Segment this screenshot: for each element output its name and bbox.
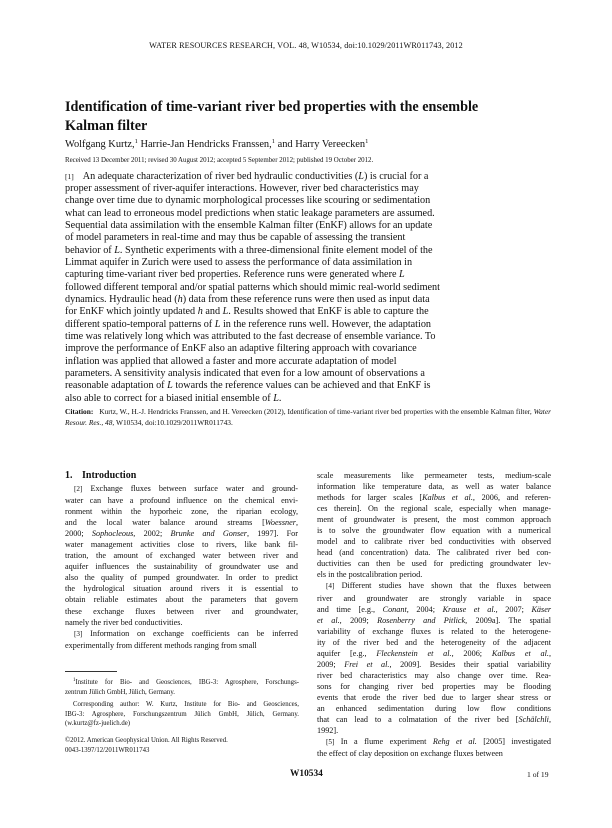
body-text-line: the hydrological situation around rivers it is essential to — [65, 584, 298, 594]
abstract-line: Sequential data assimilation with the ensemble Kalman filter (EnKF) allows for an update — [65, 219, 433, 231]
affiliation-mark: 1 — [73, 678, 76, 683]
author-name: Wolfgang Kurtz, — [65, 139, 135, 150]
body-text-line: the effect of clay deposition on exchange fluxes between — [317, 749, 503, 759]
affiliation-footnote — [65, 676, 299, 697]
corresponding-email[interactable]: (w.kurtz@fz-juelich.de) — [65, 720, 131, 728]
body-text-line: an enhanced sedimentation during low flow conditions — [317, 703, 551, 713]
abstract-line — [65, 171, 555, 183]
body-text-line: model and to calibrate river bed conductivities with observed — [317, 537, 551, 547]
author-list — [65, 138, 368, 150]
body-text-line: ces therein]. On the regional scale, especially when manage- — [317, 504, 551, 514]
section-title: Introduction — [82, 470, 137, 481]
body-text-line: ity of the river bed and the heterogeneity of the adjacent — [317, 637, 551, 647]
publication-dates: Received 13 December 2011; revised 30 August 2012; accepted 5 September 2012; published 19 October 2012. — [65, 157, 374, 164]
abstract-line: of model parameters in real-time and may thus be capable of assessing the transient — [65, 232, 406, 244]
body-text-line: els in the postcalibration period. — [317, 570, 423, 580]
title-line-1: Identification of time-variant river bed properties with the ensemble — [65, 99, 479, 115]
left-column — [65, 470, 298, 651]
body-text-line: [3] Information on exchange coefficients can be inferred — [74, 628, 298, 638]
abstract-line: dynamics. Hydraulic head (h) data from these reference runs were then used as input data — [65, 293, 430, 305]
author-name: and Harry Vereecken — [277, 139, 366, 150]
citation-text: Kurtz, W., H.-J. Hendricks Franssen, and H. Vereecken (2012), Identification of time-variant river bed properties with the ensemble Kalman filter, — [99, 407, 534, 416]
abstract-line: parameters. A sensitivity analysis indicated that even for a low amount of observations a — [65, 368, 425, 379]
body-text-line: sons for changing river bed properties may be flooding — [317, 681, 551, 691]
abstract-line: followed different temporal and/or spatial patterns which should mimic real-world sediment — [65, 281, 440, 293]
body-text-line: scale measurements like permeameter tests, medium-scale — [317, 471, 551, 480]
citation — [65, 406, 551, 428]
footnote-divider — [65, 671, 117, 672]
body-text-line: ronment within the hyporheic zone, the riparian ecology, — [65, 507, 298, 517]
body-text-line: information like temperature data, as well as water balance — [317, 482, 551, 492]
body-text-line: aquifer [e.g., Fleckenstein et al., 2006; Kalbus et al., — [317, 648, 552, 658]
body-text-line: 2009; Frei et al., 2009]. Besides their spatial variability — [317, 659, 551, 669]
body-text-line: that can lead to a colmatation of the river bed [Schälchli, — [317, 715, 551, 725]
abstract-line: also able to correct for a biased initial ensemble of L. — [65, 392, 282, 404]
abstract-line: time was relatively long which was attributed to the fast decrease of ensemble variance. To — [65, 330, 436, 342]
abstract-line: behavior of L. Synthetic experiments with a three-dimensional finite element model of the — [65, 244, 433, 256]
copyright-notice: ©2012. American Geophysical Union. All Rights Reserved. — [65, 737, 228, 744]
body-text-line: namely the river bed conductivities. — [65, 617, 183, 627]
body-text-line: head (and concentration) data. The calibrated river bed con- — [317, 548, 551, 558]
issn-code: 0043-1397/12/2011WR011743 — [65, 746, 150, 754]
body-text-line: events that erode the river bed due to larger shear stress or — [317, 692, 551, 702]
citation-label: Citation: — [65, 407, 94, 416]
footer-page-number: 1 of 19 — [527, 770, 549, 779]
affiliation-mark: 1 — [271, 138, 275, 145]
body-text-line: methods for larger scales [Kalbus et al., 2006, and referen- — [317, 493, 551, 503]
abstract — [65, 171, 555, 406]
affiliation-mark: 1 — [365, 138, 369, 145]
corresponding-text: IBG-3: Agrosphere, Forschungszentrum Jülich GmbH, Jülich, Germany. — [65, 710, 299, 718]
body-text-line: obtain reliable estimates about the parameters that govern — [65, 595, 298, 605]
running-head: WATER RESOURCES RESEARCH, VOL. 48, W10534, doi:10.1029/2011WR011743, 2012 — [149, 41, 463, 50]
citation-journal: Water Resour. Res., 48, — [65, 407, 551, 427]
section-number: 1. — [65, 470, 73, 481]
paragraph-number: [1] — [65, 171, 74, 181]
right-column — [317, 470, 551, 759]
body-text-line: 1992]. — [317, 726, 339, 736]
affiliation-mark: 1 — [134, 138, 138, 145]
abstract-line: different spatio-temporal patterns of L in the reference runs well. However, the adaptation — [65, 318, 432, 330]
section-heading — [65, 470, 298, 482]
left-column-body — [65, 483, 298, 651]
body-text-line: ment of groundwater is present, the most common approach — [317, 515, 551, 525]
corresponding-author-footnote — [65, 700, 299, 729]
body-text-line: tration, the amount of exchanged water between river and — [65, 551, 298, 561]
abstract-text: An adequate characterization of river bed hydraulic conductivities (L) is crucial for a — [82, 170, 429, 182]
body-text-line: aquifer influences the sustainability of groundwater use and — [65, 562, 298, 572]
affiliation-text: zentrum Jülich GmbH, Jülich, Germany. — [65, 688, 175, 696]
body-text-line: river and groundwater are strongly variable in space — [317, 593, 551, 603]
abstract-line: change over time due to dynamic morphological processes like scouring or sedimentation — [65, 195, 431, 207]
author-name: Harrie-Jan Hendricks Franssen, — [140, 139, 272, 150]
footer-article-id: W10534 — [290, 769, 323, 779]
copyright-block — [65, 736, 228, 755]
body-text-line: these exchange fluxes between river and groundwater, — [65, 606, 298, 616]
body-text-line: also the quality of pumped groundwater. In order to predict — [65, 573, 298, 583]
body-text-line: and the local water balance around streams [Woessner, — [65, 518, 298, 528]
title-line-2: Kalman filter — [65, 118, 148, 134]
body-text-line: and time [e.g., Conant, 2004; Krause et al., 2007; Käser — [317, 604, 552, 614]
affiliation-text: Institute for Bio- and Geosciences, IBG-3: Agrosphere, Forschungs- — [75, 679, 299, 686]
abstract-line: inflation was applied that allowed a faster and more accurate adaptation of model — [65, 355, 397, 367]
abstract-line: Limmat aquifer in Zurich were used to assess the performance of data assimilation in — [65, 256, 413, 268]
body-text-line: [5] In a flume experiment Rehg et al. [2005] investigated — [326, 737, 551, 747]
abstract-line: what can lead to erroneous model predictions when static leakage parameters are assumed. — [65, 207, 435, 219]
abstract-line: improve the performance of EnKF also an adaptive filtering approach with covariance — [65, 343, 417, 355]
citation-doi: W10534, doi:10.1029/2011WR011743. — [114, 418, 233, 427]
body-text-line: et al., 2009; Rosenberry and Pitlick, 2009a]. The spatial — [317, 615, 551, 625]
body-text-line: water can have a profound influence on the chemical envi- — [65, 496, 298, 506]
abstract-line: for EnKF which jointly updated h and L. Results showed that EnKF is able to capture the — [65, 306, 429, 318]
body-text-line: [2] Exchange fluxes between surface water and ground- — [74, 484, 298, 493]
abstract-line: reasonable adaptation of L towards the reference values can be achieved and that EnKF is — [65, 380, 431, 392]
body-text-line: experimentally from different methods ranging from small — [65, 640, 257, 650]
corresponding-text: Corresponding author: W. Kurtz, Institute for Bio- and Geosciences, — [73, 701, 299, 709]
body-text-line: river bed characteristics may also change over time. Rea- — [317, 670, 551, 680]
footnotes — [65, 676, 299, 732]
article-title — [65, 98, 545, 136]
body-text-line: variability of exchange fluxes is related to the heterogene- — [317, 626, 551, 636]
body-text-line: 2000; Sophocleous, 2002; Brunke and Gonser, 1997]. For — [65, 529, 298, 539]
body-text-line: water management activities close to rivers, like bank fil- — [65, 540, 298, 550]
body-text-line: ductivities can then be used for predicting groundwater lev- — [317, 559, 551, 569]
right-column-body — [317, 470, 551, 759]
abstract-line: capturing time-variant river bed properties. Reference runs were generated where L — [65, 269, 405, 281]
abstract-line: proper assessment of river-aquifer interactions. However, river bed characteristics may — [65, 182, 419, 194]
body-text-line: [4] Different studies have shown that the fluxes between — [326, 581, 551, 591]
body-text-line: is to solve the groundwater flow equation with a numerical — [317, 526, 551, 536]
